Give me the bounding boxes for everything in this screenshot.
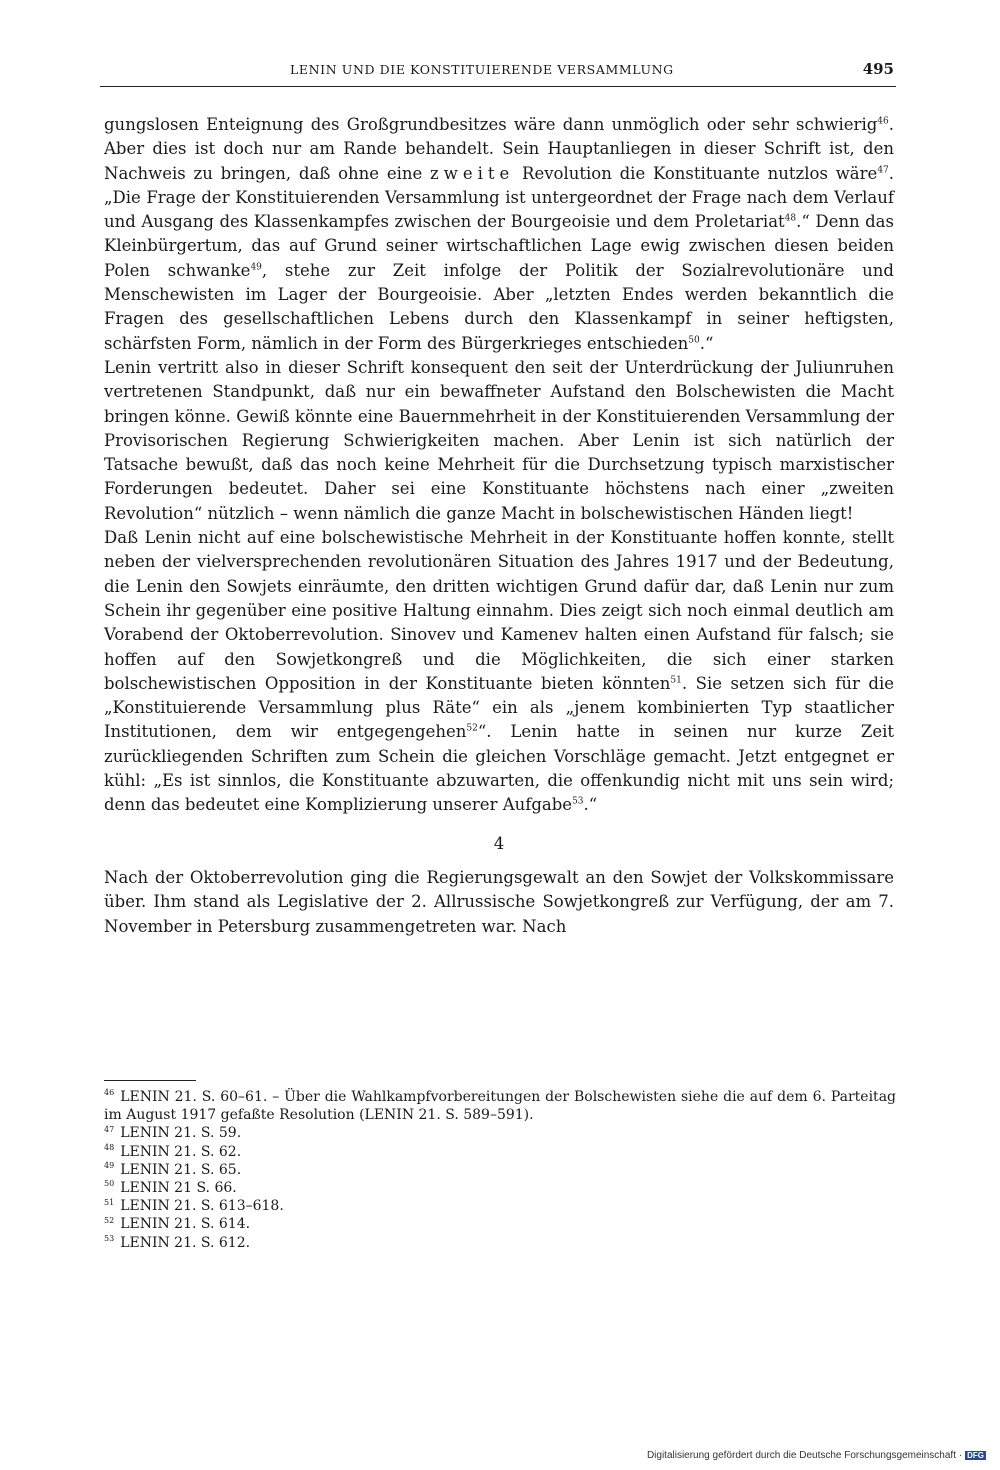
- footnote: [104, 1234, 896, 1252]
- text-run: Daß Lenin nicht auf eine bolschewistische Mehrheit in der Konstituante hoffen konnte, stellt neben der vielversprechenden revolutionären Situation des Jahres 1917 und der Bedeutung, die Lenin den Sowjets einräumte, den dritten wichtigen Grund dafür dar, daß Lenin nur zum Schein ihr gegenüber eine positive Haltung einnahm. Dies zeigt sich noch einmal deutlich am Vorabend der Oktoberrevolution. Sinovev und Kamenev halten einen Aufstand für falsch; sie hoffen auf den Sowjetkongreß und die Möglichkeiten, die sich einer starken bolschewistischen Opposition in der Konstituante bieten könnten: [104, 528, 894, 693]
- footnote-number: 48: [104, 1142, 115, 1152]
- footnote-reference: 52: [466, 723, 478, 734]
- text-run: .“: [583, 795, 598, 815]
- text-run: Revolution die Konstituante nutzlos wäre: [514, 163, 878, 183]
- footnote: [104, 1124, 896, 1142]
- footnote-text: LENIN 21. S. 612.: [120, 1234, 251, 1251]
- footnote-reference: 50: [688, 335, 700, 346]
- spaced-emphasis: zweite: [430, 163, 515, 183]
- page-number: 495: [862, 60, 894, 78]
- paragraph: [104, 113, 894, 356]
- paragraph: [104, 356, 894, 526]
- running-title: LENIN UND DIE KONSTITUIERENDE VERSAMMLUNG: [290, 62, 674, 77]
- footnote-number: 52: [104, 1215, 115, 1225]
- footnote: [104, 1143, 896, 1161]
- footnote-number: 47: [104, 1124, 115, 1134]
- footnote-text: LENIN 21. S. 60–61. – Über die Wahlkampfvorbereitungen der Bolschewisten siehe die auf dem 6. Parteitag im August 1917 gefaßte Resolution (LENIN 21. S. 589–591).: [104, 1089, 896, 1124]
- text-run: Lenin vertritt also in dieser Schrift konsequent den seit der Unterdrückung der Juliunruhen vertretenen Standpunkt, daß nur ein bewaffneter Aufstand den Bolschewisten die Macht bringen könne. Gewiß könnte eine Bauernmehrheit in der Konstituierenden Versammlung der Provisorischen Regierung Schwierigkeiten machen. Aber Lenin ist sich natürlich der Tatsache bewußt, daß das noch keine Mehrheit für die Durchsetzung typisch marxistischer Forderungen bedeutet. Daher sei eine Konstituante höchstens nach einer „zweiten Revolution“ nützlich – wenn nämlich die ganze Macht in bolschewistischen Händen liegt!: [104, 357, 894, 523]
- footnote-text: LENIN 21. S. 613–618.: [120, 1198, 284, 1215]
- text-run: .“: [699, 333, 714, 353]
- footnote-text: LENIN 21. S. 614.: [120, 1216, 251, 1233]
- footnote-reference: 51: [670, 675, 682, 686]
- text-run: , stehe zur Zeit infolge der Politik der Sozialrevolutionäre und Menschewisten im Lager der Bourgeoisie. Aber „letzten Endes werden bekanntlich die Fragen des gesellschaftlichen Lebens durch den Klassenkampf in seiner heftigsten, schärfsten Form, nämlich in der Form des Bürgerkrieges entschieden: [104, 260, 894, 353]
- paragraphs-after-section: [104, 866, 894, 939]
- footnote: [104, 1088, 896, 1124]
- footnote-number: 53: [104, 1233, 115, 1243]
- footnote: [104, 1179, 896, 1197]
- paragraph: [104, 866, 894, 939]
- footnote-number: 50: [104, 1179, 115, 1189]
- footnote-reference: 53: [572, 796, 584, 807]
- footnotes: [104, 1088, 896, 1252]
- footnote-number: 46: [104, 1088, 115, 1098]
- footnote-reference: 47: [877, 165, 889, 176]
- text-run: . „Die Frage der Konstituierenden Versammlung ist untergeordnet der Frage nach dem Verlauf und Ausgang des Klassenkampfes zwischen der Bourgeoisie und dem Proletariat: [104, 163, 895, 232]
- paragraph: [104, 526, 894, 818]
- footnote-rule: [104, 1080, 196, 1081]
- footnote-text: LENIN 21. S. 59.: [120, 1125, 242, 1142]
- text-run: .“ Denn das Kleinbürgertum, das auf Grund seiner wirtschaftlichen Lage ewig zwischen diesen beiden Polen schwanke: [104, 212, 894, 280]
- running-header: [100, 56, 896, 87]
- footnote: [104, 1197, 896, 1215]
- footnote: [104, 1215, 896, 1233]
- text-run: “. Lenin hatte in seinen nur kurze Zeit zurückliegenden Schriften zum Schein die gleichen Vorschläge gemacht. Jetzt entgegnet er kühl: „Es ist sinnlos, die Konstituante abzuwarten, die offenkundig nicht mit uns sein wird; denn das bedeutet eine Komplizierung unserer Aufgabe: [104, 722, 894, 815]
- footnote-text: LENIN 21 S. 66.: [120, 1180, 237, 1197]
- text-run: . Aber dies ist doch nur am Rande behandelt. Sein Hauptanliegen in dieser Schrift ist, den Nachweis zu bringen, daß ohne eine: [104, 115, 894, 183]
- footnote: [104, 1161, 896, 1179]
- section-number: 4: [493, 833, 505, 853]
- text-run: gungslosen Enteignung des Großgrundbesitzes wäre dann unmöglich oder sehr schwierig: [104, 115, 878, 134]
- footnote-reference: 48: [784, 213, 797, 224]
- credit-text: Digitalisierung gefördert durch die Deutsche Forschungsgemeinschaft ·: [646, 1450, 963, 1461]
- footnote-text: LENIN 21. S. 65.: [120, 1161, 242, 1178]
- body-text: [104, 113, 894, 939]
- paragraphs-before-section: [104, 113, 894, 818]
- text-run: . Sie setzen sich für die „Konstituierende Versammlung plus Räte“ ein als „jenem kombinierten Typ staatlicher Institutionen, dem wir entgegengehen: [104, 673, 894, 742]
- footnote-reference: 49: [250, 262, 262, 273]
- footnote-reference: 46: [877, 116, 889, 127]
- footnote-number: 51: [104, 1197, 115, 1207]
- dfg-logo: DFG: [967, 1450, 984, 1460]
- footnote-number: 49: [104, 1161, 115, 1171]
- text-run: Nach der Oktoberrevolution ging die Regierungsgewalt an den Sowjet der Volkskommissare über. Ihm stand als Legislative der 2. Allrussische Sowjetkongreß zur Verfügung, der am 7. November in Petersburg zusammengetreten war. Nach: [104, 867, 894, 936]
- digitization-credit: [647, 1450, 986, 1461]
- footnote-text: LENIN 21. S. 62.: [120, 1143, 242, 1160]
